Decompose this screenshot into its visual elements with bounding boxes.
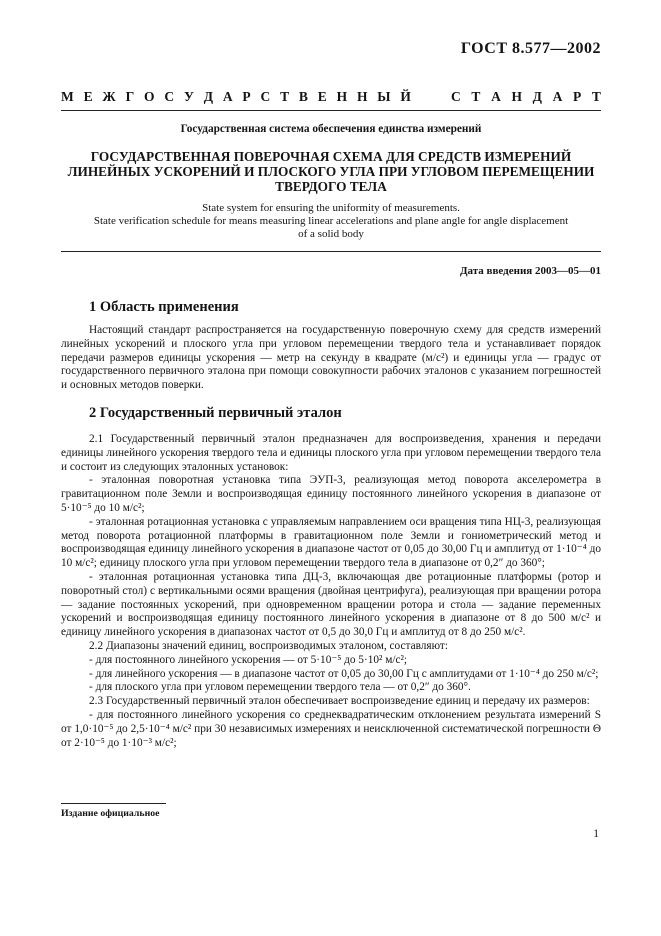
introduction-date: Дата введения 2003—05—01 xyxy=(459,265,601,277)
letter: О xyxy=(144,89,155,104)
letter: С xyxy=(164,89,175,104)
page-number: 1 xyxy=(593,828,599,840)
letter: Й xyxy=(400,89,411,104)
english-title-line: State verification schedule for means measuring linear accelerations and plane angle for angle displacement xyxy=(93,215,569,227)
paragraph: 2.2 Диапазоны значений единиц, воспроизводимых эталоном, составляют: xyxy=(89,639,448,652)
letter: Д xyxy=(203,89,213,104)
letter: С xyxy=(260,89,271,104)
footer-rule xyxy=(61,803,166,804)
standard-word xyxy=(451,89,601,105)
title-line: ГОСУДАРСТВЕННАЯ ПОВЕРОЧНАЯ СХЕМА ДЛЯ СРЕДСТВ ИЗМЕРЕНИЙ xyxy=(90,149,572,164)
letter: Г xyxy=(125,89,135,104)
paragraph: 2.1 Государственный первичный эталон предназначен для воспроизведения, хранения и передачи единицы линейного ускорения твердого тела и единицы плоского угла при угловом перемещении твердого тела и состоит из следующих эталонных установок: xyxy=(61,433,601,473)
header-rule xyxy=(61,110,601,111)
title-line: ТВЕРДОГО ТЕЛА xyxy=(275,179,387,194)
letter: А xyxy=(491,89,501,104)
letter: Д xyxy=(532,89,542,104)
interstate-word xyxy=(61,89,411,105)
document-title xyxy=(61,149,601,194)
paragraph: 2.3 Государственный первичный эталон обеспечивает воспроизведение единиц и передачу их размеров: xyxy=(89,695,590,708)
paragraph: - для постоянного линейного ускорения со среднеквадратическим отклонением результата измерений S от 1,0·10⁻⁵ до 2,5·10⁻⁴ м/с² при 30 независимых измерениях и неисключенной систематической погрешности Θ от 2·10⁻⁵ до 1·10⁻³ м/с²; xyxy=(61,708,601,749)
paragraph: - для линейного ускорения — в диапазоне частот от 0,05 до 30,00 Гц с амплитудами от 1·10⁻⁴ до 250 м/с²; xyxy=(89,667,599,680)
section-2-heading: 2 Государственный первичный эталон xyxy=(89,405,342,421)
letter: У xyxy=(183,89,194,104)
letter: В xyxy=(298,89,308,104)
english-title-line: State system for ensuring the uniformity of measurements. xyxy=(202,202,460,214)
letter: Т xyxy=(280,89,290,104)
interstate-standard-heading xyxy=(61,89,601,105)
section-1-body xyxy=(61,324,601,393)
title-rule xyxy=(61,251,601,252)
letter: Е xyxy=(83,89,93,104)
english-title-line: of a solid body xyxy=(298,228,364,240)
letter: Ж xyxy=(102,89,116,104)
gost-number: ГОСТ 8.577—2002 xyxy=(460,40,601,57)
paragraph: Настоящий стандарт распространяется на государственную поверочную схему для средств измерений линейных ускорений и плоского угла при угловом перемещении твердого тела и устанавливает порядок передачи размеров единицы ускорения — метр на секунду в квадрате (м/с²) и единицы угла — градус от государственного первичного эталона при помощи совокупности рабочих эталонов с указанием погрешностей и основных методов поверки. xyxy=(61,324,601,392)
letter: М xyxy=(61,89,74,104)
letter: А xyxy=(222,89,233,104)
letter: Ы xyxy=(377,89,391,104)
letter: С xyxy=(451,89,461,104)
section-1-heading: 1 Область применения xyxy=(89,299,239,315)
paragraph: - эталонная ротационная установка с управляемым направлением оси вращения типа НЦ-3, реализующая метод поворота ротационной платформы в гравитационном поле Земли и гониометрический метод и воспроизводящая единицу линейного ускорения в диапазоне частот от 0,05 до 30,00 Гц и амплитуд от 1·10⁻⁴ до 10 м/с²; единицу плоского угла при угловом перемещении твердого тела в диапазоне от 0,2″ до 360°; xyxy=(61,515,601,570)
letter: Т xyxy=(591,89,601,104)
title-line: ЛИНЕЙНЫХ УСКОРЕНИЙ И ПЛОСКОГО УГЛА ПРИ УГЛОВОМ ПЕРЕМЕЩЕНИИ xyxy=(67,164,595,179)
paragraph: - для постоянного линейного ускорения — от 5·10⁻⁵ до 5·10² м/с²; xyxy=(89,653,408,666)
letter: Е xyxy=(317,89,327,104)
english-title xyxy=(61,202,601,241)
paragraph: - эталонная поворотная установка типа ЭУП-3, реализующая метод поворота акселерометра в гравитационном поле Земли и воспроизводящая единицу постоянного линейного ускорения в диапазоне от 5·10⁻⁵ до 10 м/с²; xyxy=(61,474,601,514)
letter: Н xyxy=(356,89,368,104)
letter: Р xyxy=(573,89,582,104)
official-edition-note: Издание официальное xyxy=(61,808,160,819)
paragraph: - для плоского угла при угловом перемещении твердого тела — от 0,2″ до 360°. xyxy=(89,681,471,694)
letter: А xyxy=(552,89,563,104)
letter: Р xyxy=(242,89,251,104)
letter: Н xyxy=(511,89,522,104)
letter: Н xyxy=(336,89,348,104)
letter: Т xyxy=(471,89,481,104)
paragraph: - эталонная ротационная установка типа ДЦ-3, включающая две ротационные платформы (ротор и поворотный стол) с вертикальными осями вращения (двойная центрифуга), реализующая при вращении ротора — задание постоянных ускорений, при одновременном вращении ротора и стола — задание переменных ускорений и воспроизводящая единицу постоянного линейного ускорения в диапазоне от 8 до 500 м/с² и единицу линейного ускорения в диапазонах частот от 0,5 до 30,0 Гц и амплитуд от 8 до 250 м/с². xyxy=(61,570,601,639)
section-2-body xyxy=(61,433,601,750)
series-title: Государственная система обеспечения единства измерений xyxy=(180,123,482,135)
